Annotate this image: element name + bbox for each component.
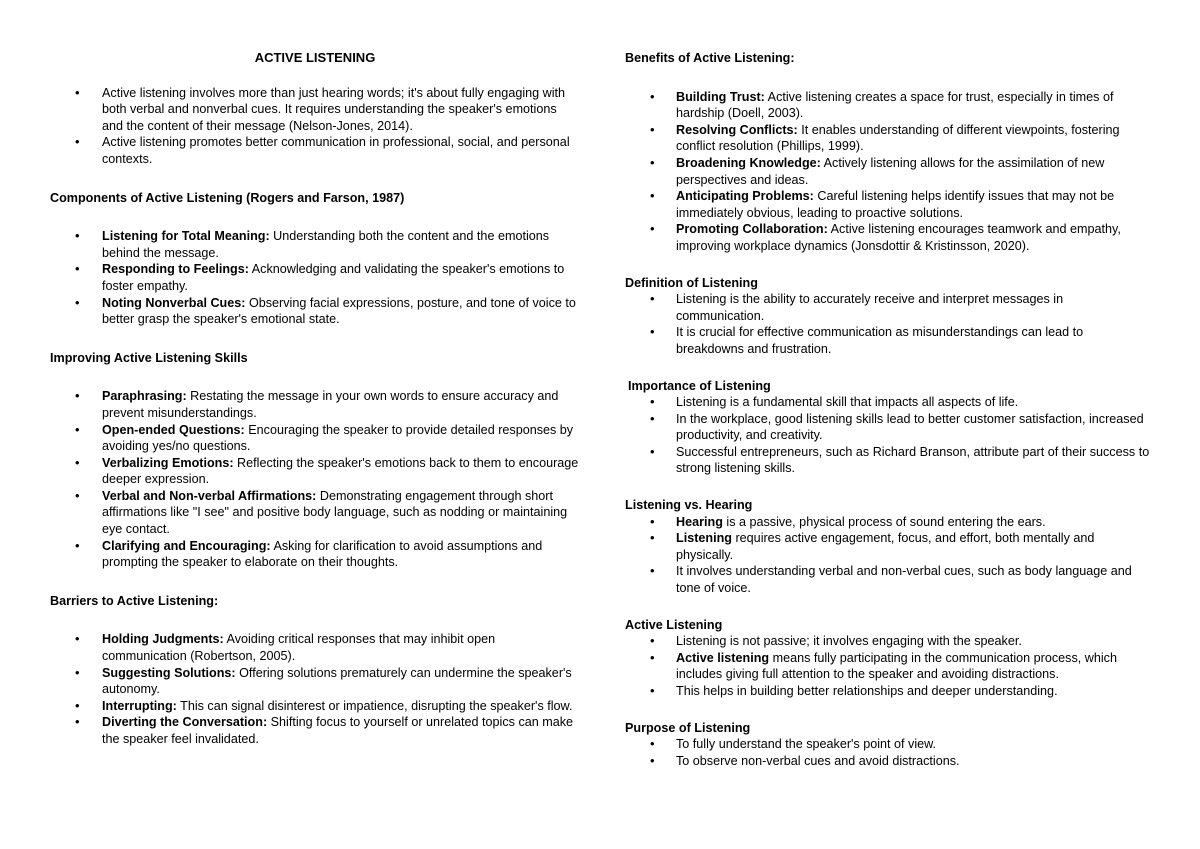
list-item: • Resolving Conflicts: It enables understanding of different viewpoints, fostering conflict resolution (Phillips, 1999). [625,122,1150,155]
list-item: • Diverting the Conversation: Shifting focus to yourself or unrelated topics can make the speaker feel invalidated. [50,714,580,747]
list-item: • Listening is a fundamental skill that impacts all aspects of life. [625,394,1150,411]
active-list [625,633,1150,699]
improving-heading: Improving Active Listening Skills [50,350,248,365]
definition-list [625,291,1150,357]
list-item: • Building Trust: Active listening creates a space for trust, especially in times of hardship (Doell, 2003). [625,89,1150,122]
list-item: • Interrupting: This can signal disinterest or impatience, disrupting the speaker's flow. [50,698,580,715]
list-item: • Active listening means fully participating in the communication process, which includes giving full attention to the speaker and avoiding distractions. [625,650,1150,683]
list-item: • Active listening promotes better communication in professional, social, and personal contexts. [50,134,580,167]
list-item: • Active listening involves more than just hearing words; it's about fully engaging with both verbal and nonverbal cues. It requires understanding the speaker's emotions and the content of their message (Nelson-Jones, 2014). [50,85,580,135]
list-item: • Clarifying and Encouraging: Asking for clarification to avoid assumptions and prompting the speaker to elaborate on their thoughts. [50,538,580,571]
list-item: • Verbal and Non-verbal Affirmations: Demonstrating engagement through short affirmations like "I see" and positive body language, such as nodding or maintaining eye contact. [50,488,580,538]
list-item: • It involves understanding verbal and non-verbal cues, such as body language and tone of voice. [625,563,1150,596]
purpose-list [625,736,1150,769]
list-item: • Holding Judgments: Avoiding critical responses that may inhibit open communication (Robertson, 2005). [50,631,580,664]
benefits-heading: Benefits of Active Listening: [625,51,795,65]
intro-list [50,85,580,168]
list-item: • To fully understand the speaker's point of view. [625,736,1150,753]
definition-heading: Definition of Listening [625,275,758,290]
list-item: • Noting Nonverbal Cues: Observing facial expressions, posture, and tone of voice to better grasp the speaker's emotional state. [50,295,580,328]
list-item: • Listening requires active engagement, focus, and effort, both mentally and physically. [625,530,1150,563]
list-item: • Open-ended Questions: Encouraging the speaker to provide detailed responses by avoiding yes/no questions. [50,422,580,455]
list-item: • Verbalizing Emotions: Reflecting the speaker's emotions back to them to encourage deeper expression. [50,455,580,488]
components-list [50,228,580,328]
list-item: • Hearing is a passive, physical process of sound entering the ears. [625,514,1150,531]
list-item: • Listening is not passive; it involves engaging with the speaker. [625,633,1150,650]
list-item: • Responding to Feelings: Acknowledging and validating the speaker's emotions to foster empathy. [50,261,580,294]
vs-heading: Listening vs. Hearing [625,498,753,513]
list-item: • Listening is the ability to accurately receive and interpret messages in communication. [625,291,1150,324]
components-heading: Components of Active Listening (Rogers and Farson, 1987) [50,190,405,205]
active-heading: Active Listening [625,617,723,632]
list-item: • It is crucial for effective communication as misunderstandings can lead to breakdowns and frustration. [625,324,1150,357]
importance-list [625,394,1150,477]
list-item: • Broadening Knowledge: Actively listening allows for the assimilation of new perspectives and ideas. [625,155,1150,188]
purpose-heading: Purpose of Listening [625,720,751,735]
barriers-list [50,631,580,747]
list-item: • Suggesting Solutions: Offering solutions prematurely can undermine the speaker's autonomy. [50,665,580,698]
list-item: • To observe non-verbal cues and avoid distractions. [625,753,1150,770]
list-item: • Anticipating Problems: Careful listening helps identify issues that may not be immediately obvious, leading to proactive solutions. [625,188,1150,221]
list-item: • Promoting Collaboration: Active listening encourages teamwork and empathy, improving workplace dynamics (Jonsdottir & Kristinsson, 2020). [625,221,1150,254]
vs-list [625,514,1150,597]
benefits-list [625,89,1150,255]
left-column [50,50,580,748]
list-item: • Paraphrasing: Restating the message in your own words to ensure accuracy and prevent misunderstandings. [50,388,580,421]
right-column [625,50,1150,769]
list-item: • In the workplace, good listening skills lead to better customer satisfaction, increased productivity, and creativity. [625,411,1150,444]
importance-heading: Importance of Listening [628,378,771,393]
list-item: • Listening for Total Meaning: Understanding both the content and the emotions behind the message. [50,228,580,261]
improving-list [50,388,580,571]
barriers-heading: Barriers to Active Listening: [50,593,219,608]
list-item: • This helps in building better relationships and deeper understanding. [625,683,1150,700]
document-title: ACTIVE LISTENING [254,50,376,65]
list-item: • Successful entrepreneurs, such as Richard Branson, attribute part of their success to strong listening skills. [625,444,1150,477]
